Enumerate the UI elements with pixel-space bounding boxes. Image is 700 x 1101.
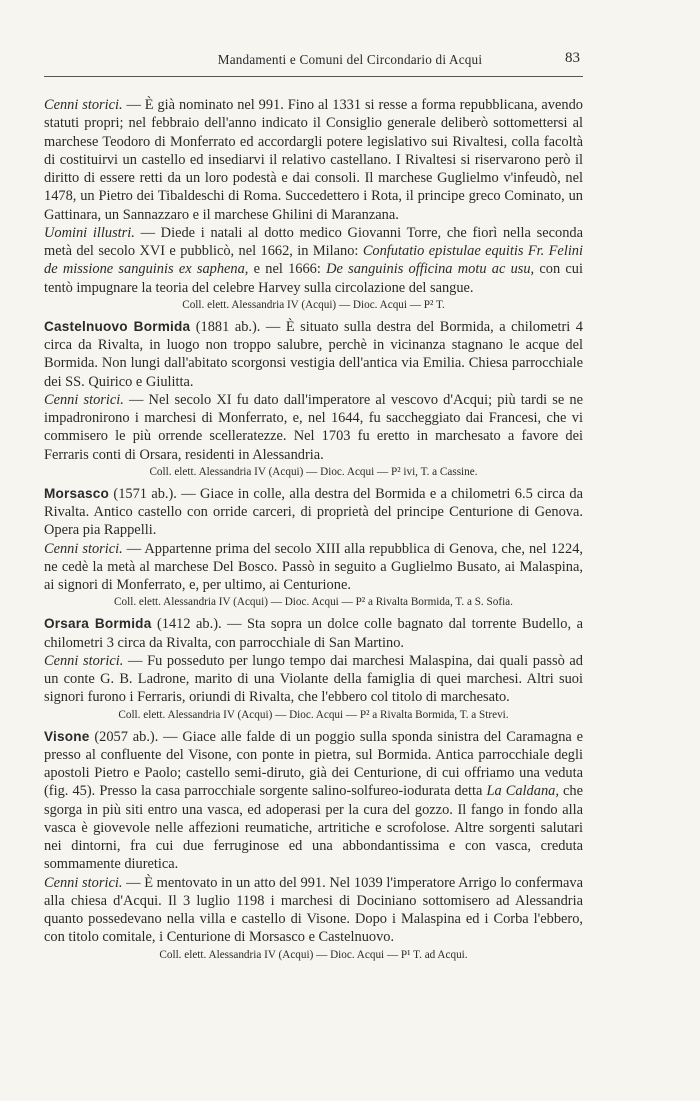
rivalta-history-paragraph [44, 96, 583, 224]
entry-castelnuovo [44, 318, 583, 480]
entry-history [44, 391, 583, 464]
paragraph-text: con cui tentò impugnare la teoria del celebre Harvey sulla circolazione del sangue. [44, 261, 584, 296]
entry-history [44, 540, 583, 595]
collegio-note: Coll. elett. Alessandria IV (Acqui) — Dioc. Acqui — P² T. [182, 298, 445, 311]
spring-name: La Caldana, [486, 783, 559, 800]
entry-description [44, 318, 583, 391]
paragraph-text: e nel 1666: [248, 261, 327, 278]
header-rule [44, 76, 583, 77]
section-label: Cenni storici. [44, 652, 124, 669]
illustrious-men-paragraph [44, 224, 583, 297]
collegio-note: Coll. elett. Alessandria IV (Acqui) — Dioc. Acqui — P² a Rivalta Bormida, T. a S. Sofia. [114, 596, 513, 609]
section-label: Cenni storici. [44, 97, 123, 113]
entry-history [44, 652, 583, 707]
entry-morsasco [44, 485, 583, 611]
entry-text: che sgorga in più siti entro una vasca, ed adoperasi per la cura del gozzo. Il fango in fondo alla vasca è giovevole nelle affezioni reumatiche, artritiche e scrofolose. Altre sorgenti salutari nei dintorni, fra cui due ferruginose ed una abbondantissima e con vasca, creduta sommamente diuretica. [44, 783, 584, 873]
section-label: Cenni storici. [44, 540, 123, 557]
entry-orsara [44, 615, 583, 722]
section-label: Cenni storici. [44, 874, 123, 891]
entry-description [44, 485, 583, 540]
collegio-note: Coll. elett. Alessandria IV (Acqui) — Dioc. Acqui — P² a Rivalta Bormida, T. a Strevi. [118, 708, 509, 721]
entry-visone [44, 728, 583, 963]
running-header [0, 50, 700, 72]
book-title: Confutatio epistulae equitis Fr. Felini de missione sanguinis ex saphena, [44, 243, 584, 278]
book-title: De sanguinis officina motu ac usu, [326, 261, 535, 278]
page-body [44, 96, 583, 968]
entry-description [44, 615, 583, 652]
place-name: Morsasco [44, 485, 110, 501]
place-name: Visone [44, 728, 90, 744]
entry-history [44, 874, 583, 947]
entry-text: (1412 ab.). — Sta sopra un dolce colle bagnato dal torrente Budello, a chilometri 3 circa da Rivalta, con parrocchiale di San Martino. [44, 616, 583, 651]
paragraph-text: — Diede i natali al dotto medico Giovanni Torre, che fiorì nella seconda metà del secolo XVI e pubblicò, nel 1662, in Milano: [44, 224, 583, 259]
header-title: Mandamenti e Comuni del Circondario di Acqui [217, 52, 483, 67]
collegio-note: Coll. elett. Alessandria IV (Acqui) — Dioc. Acqui — P² ivi, T. a Cassine. [149, 465, 478, 478]
entry-text: (1881 ab.). — È situato sulla destra del Bormida, a chilometri 4 circa da Rivalta, in luogo non troppo salubre, perchè in vicinanza stagnano le acque del Bormida. Non lungi dall'abitato scorgonsi vestigia dell'antica via Emilia. Chiesa parrocchiale dei SS. Quirico e Giulitta. [44, 318, 583, 390]
page-number: 83 [565, 50, 580, 66]
place-name: Castelnuovo Bormida [44, 318, 191, 334]
section-label: Cenni storici. [44, 391, 124, 408]
section-label: Uomini illustri. [44, 224, 135, 241]
collegio-note: Coll. elett. Alessandria IV (Acqui) — Dioc. Acqui — P¹ T. ad Acqui. [159, 948, 468, 961]
history-text: — Nel secolo XI fu dato dall'imperatore al vescovo d'Acqui; più tardi se ne impadronirono i marchesi di Monferrato, e, nel 1644, fu saccheggiato dai Francesi, che vi commisero le più orrende scelleratezze. Nel 1703 fu eretto in marchesato a favore dei Ferraris conti di Orsara, residenti in Alessandria. [44, 391, 583, 463]
entry-description [44, 728, 583, 874]
entry-text: (2057 ab.). — Giace alle falde di un poggio sulla sponda sinistra del Caramagna e presso al confluente del Visone, con ponte in pietra, sul Bormida. Antica parrocchiale degli apostoli Pietro e Paolo; castello semi-diruto, già dei Centurione, di cui offriamo una veduta (fig. 45). Presso la casa parrocchiale sorgente salino-solfureo-iodurata detta [44, 728, 583, 800]
history-text: — Fu posseduto per lungo tempo dai marchesi Malaspina, dai quali passò ad un conte G. B. Ladrone, marito di una Violante della famiglia di quei marchesi. Altri suoi signori furono i Ferraris, oriundi di Rivalta, che l'ebbero col titolo di marchesato. [44, 652, 583, 706]
history-text: — Appartenne prima del secolo XIII alla repubblica di Genova, che, nel 1224, ne cedè la metà al marchese Del Bosco. Passò in seguito a Guglielmo Busato, ai Malaspina, ai signori di Monferrato, e, per ultimo, ai Centurione. [44, 540, 583, 593]
place-name: Orsara Bormida [44, 616, 152, 632]
history-text: — È mentovato in un atto del 991. Nel 1039 l'imperatore Arrigo lo confermava alla chiesa d'Acqui. Il 3 luglio 1198 i marchesi di Dociniano sottomisero ad Alessandria quanto possedevano nella villa e castello di Visone. Dopo i Malaspina ed i Corba l'ebbero, con titolo comitale, i Centurione di Morsasco e Castelnuovo. [44, 874, 583, 946]
entry-text: (1571 ab.). — Giace in colle, alla destra del Bormida e a chilometri 6.5 circa da Rivalta. Antico castello con orride carceri, di proprietà del principe Centurione di Genova. Opera pia Rappelli. [44, 485, 583, 539]
paragraph-text: — È già nominato nel 991. Fino al 1331 si resse a forma repubblicana, avendo statuti propri; nel febbraio dell'anno indicato il Consiglio generale deliberò sottomettersi al marchese Teodoro di Monferrato ed accordargli potere legislativo sui Rivaltesi, colla facoltà di costituirvi un castello ed insediarvi il relativo castellano. I Rivaltesi si riservarono però il diritto di essere retti da un loro podestà e dai consoli. Il marchese Guglielmo v'infeudò, nel 1478, un Pietro dei Tibaldeschi di Roma. Succedettero i Rota, il principe greco Cominato, un Gattinara, un Sannazzaro e il marchese Ghilini di Maranzana. [44, 97, 583, 223]
